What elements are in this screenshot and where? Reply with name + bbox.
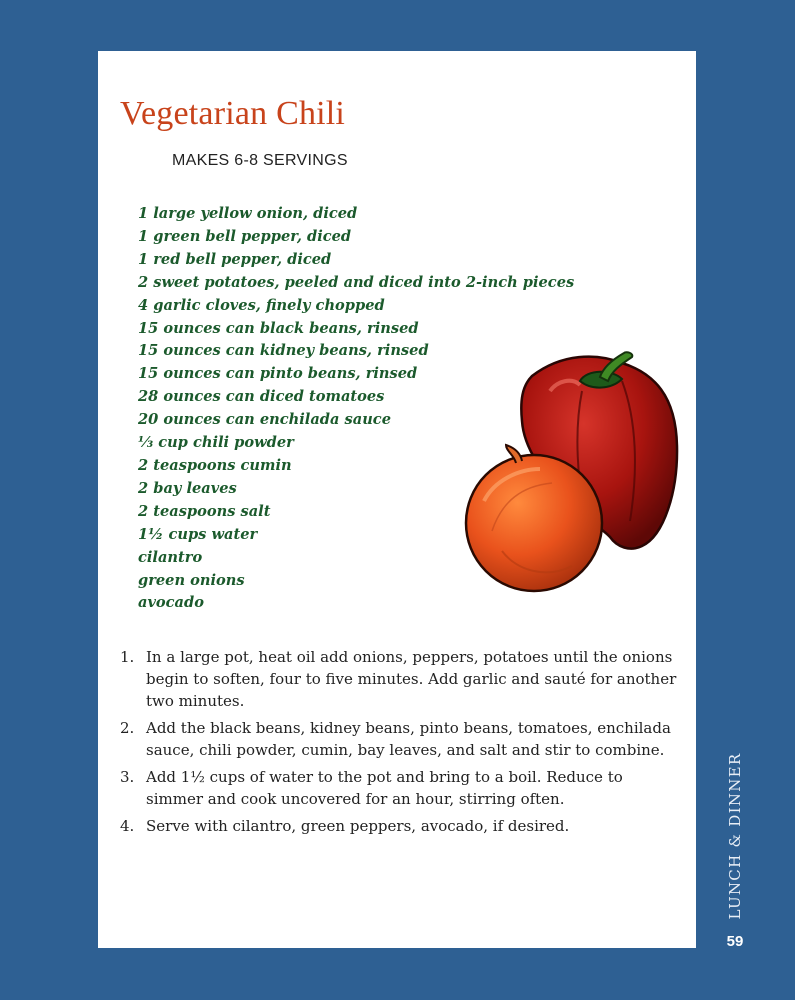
ingredient-item: 2 bay leaves (138, 479, 237, 497)
ingredient-item: cilantro (138, 548, 203, 566)
page-number: 59 (726, 933, 744, 950)
section-label-text: LUNCH & DINNER (726, 752, 744, 920)
ingredient-item: 2 teaspoons cumin (138, 456, 292, 474)
ingredient-item: green onions (138, 571, 245, 589)
step-number: 3. (120, 768, 135, 786)
ingredient-item: avocado (138, 594, 204, 612)
ingredient-item: 28 ounces can diced tomatoes (138, 388, 385, 406)
vegetable-illustration-svg (462, 351, 682, 596)
vegetable-illustration (462, 351, 682, 596)
step-number: 4. (120, 817, 135, 835)
ingredient-item: 15 ounces can pinto beans, rinsed (138, 365, 418, 383)
instruction-step (120, 646, 680, 712)
step-number: 1. (120, 648, 135, 666)
ingredient-item: 1½ cups water (138, 525, 258, 543)
step-number: 2. (120, 719, 135, 737)
step-text: Add the black beans, kidney beans, pinto beans, tomatoes, enchilada sauce, chili powder, cumin, bay leaves, and salt and stir to combine. (146, 719, 671, 759)
ingredient-item: 2 teaspoons salt (138, 502, 271, 520)
recipe-title: Vegetarian Chili (120, 95, 346, 132)
step-text: Add 1½ cups of water to the pot and bring to a boil. Reduce to simmer and cook uncovered for an hour, stirring often. (146, 768, 623, 808)
instruction-step (120, 717, 680, 761)
ingredient-item: 1 green bell pepper, diced (138, 227, 352, 245)
section-label (722, 747, 748, 925)
instruction-list (120, 646, 680, 842)
ingredient-item: 1 red bell pepper, diced (138, 250, 332, 268)
step-text: Serve with cilantro, green peppers, avocado, if desired. (146, 817, 570, 835)
ingredient-item: ⅓ cup chili powder (138, 434, 294, 452)
step-text: In a large pot, heat oil add onions, peppers, potatoes until the onions begin to soften, four to five minutes. Add garlic and sauté for another two minutes. (146, 648, 677, 710)
ingredient-item: 15 ounces can black beans, rinsed (138, 319, 419, 337)
ingredient-item: 20 ounces can enchilada sauce (138, 411, 391, 429)
servings-label: MAKES 6-8 SERVINGS (172, 152, 348, 169)
ingredient-item: 1 large yellow onion, diced (138, 205, 358, 222)
instruction-step (120, 766, 680, 810)
instruction-step (120, 815, 680, 837)
ingredient-item: 2 sweet potatoes, peeled and diced into 2-inch pieces (138, 273, 575, 291)
ingredient-item: 15 ounces can kidney beans, rinsed (138, 342, 429, 360)
recipe-page (98, 51, 696, 948)
ingredient-item: 4 garlic cloves, finely chopped (138, 296, 385, 314)
